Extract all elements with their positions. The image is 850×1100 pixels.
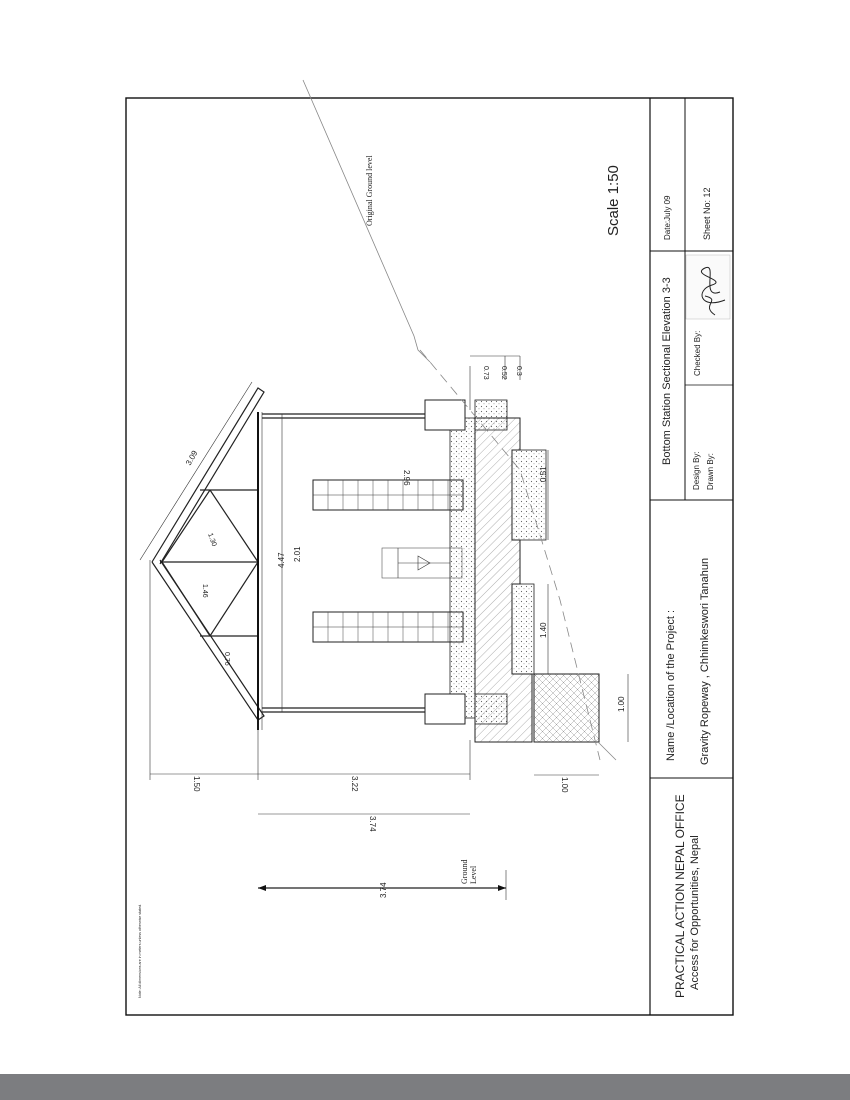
dim-block-100-v: 1.00 bbox=[617, 696, 626, 712]
dim-height-150: 1.50 bbox=[192, 776, 201, 792]
ground-level-label-1: Ground bbox=[460, 859, 469, 884]
drawn-by-label: Drawn By: bbox=[706, 453, 715, 490]
dim-depth-03: 0.3 bbox=[515, 366, 522, 376]
dim-footing-051: 0.51 bbox=[539, 466, 548, 482]
scale-label: Scale 1:50 bbox=[605, 165, 622, 236]
dim-pillar-296: 2.96 bbox=[402, 470, 411, 486]
checked-by-label: Checked By: bbox=[693, 330, 702, 376]
dim-truss-076: 0.76 bbox=[223, 652, 230, 666]
dim-height-322: 3.22 bbox=[350, 776, 359, 792]
foundation bbox=[420, 350, 616, 760]
office-subtitle: Access for Opportunities, Nepal bbox=[689, 835, 701, 990]
dim-span-201: 2.01 bbox=[293, 546, 302, 562]
dim-roof-slope: 3.09 bbox=[183, 449, 200, 467]
dim-depth-052: 0.52 bbox=[500, 366, 507, 380]
drawing-note: Note: All dimensions are in meters unless otherwise stated. bbox=[138, 903, 142, 998]
footer-bar bbox=[0, 1074, 850, 1100]
dim-height-374-b: 3.74 bbox=[379, 882, 388, 898]
signature-image bbox=[686, 255, 730, 319]
project-label: Name /Location of the Project : bbox=[665, 609, 677, 761]
project-name: Gravity Ropeway , Chhimkeswori Tanahun bbox=[699, 557, 711, 765]
sheet-title: Bottom Station Sectional Elevation 3-3 bbox=[661, 277, 673, 465]
design-by-label: Design By: bbox=[692, 451, 701, 490]
sheet-border bbox=[126, 98, 733, 1015]
date-label: Date:July 09 bbox=[663, 195, 672, 240]
dim-truss-130: 1.30 bbox=[206, 532, 218, 548]
dim-truss-146: 1.46 bbox=[201, 584, 208, 598]
office-title: PRACTICAL ACTION NEPAL OFFICE bbox=[673, 794, 687, 998]
dim-block-100-h: 1.00 bbox=[560, 777, 569, 793]
ground-level-label-2: Level bbox=[469, 865, 478, 884]
dim-depth-073: 0.73 bbox=[482, 366, 489, 380]
dim-footing-140: 1.40 bbox=[539, 622, 548, 638]
sheet-number: Sheet No: 12 bbox=[702, 187, 712, 240]
dim-span-447: 4.47 bbox=[277, 552, 286, 568]
original-ground-label: Original Ground level bbox=[365, 155, 374, 226]
dim-height-374-a: 3.74 bbox=[368, 816, 377, 832]
roof-truss bbox=[140, 382, 264, 730]
